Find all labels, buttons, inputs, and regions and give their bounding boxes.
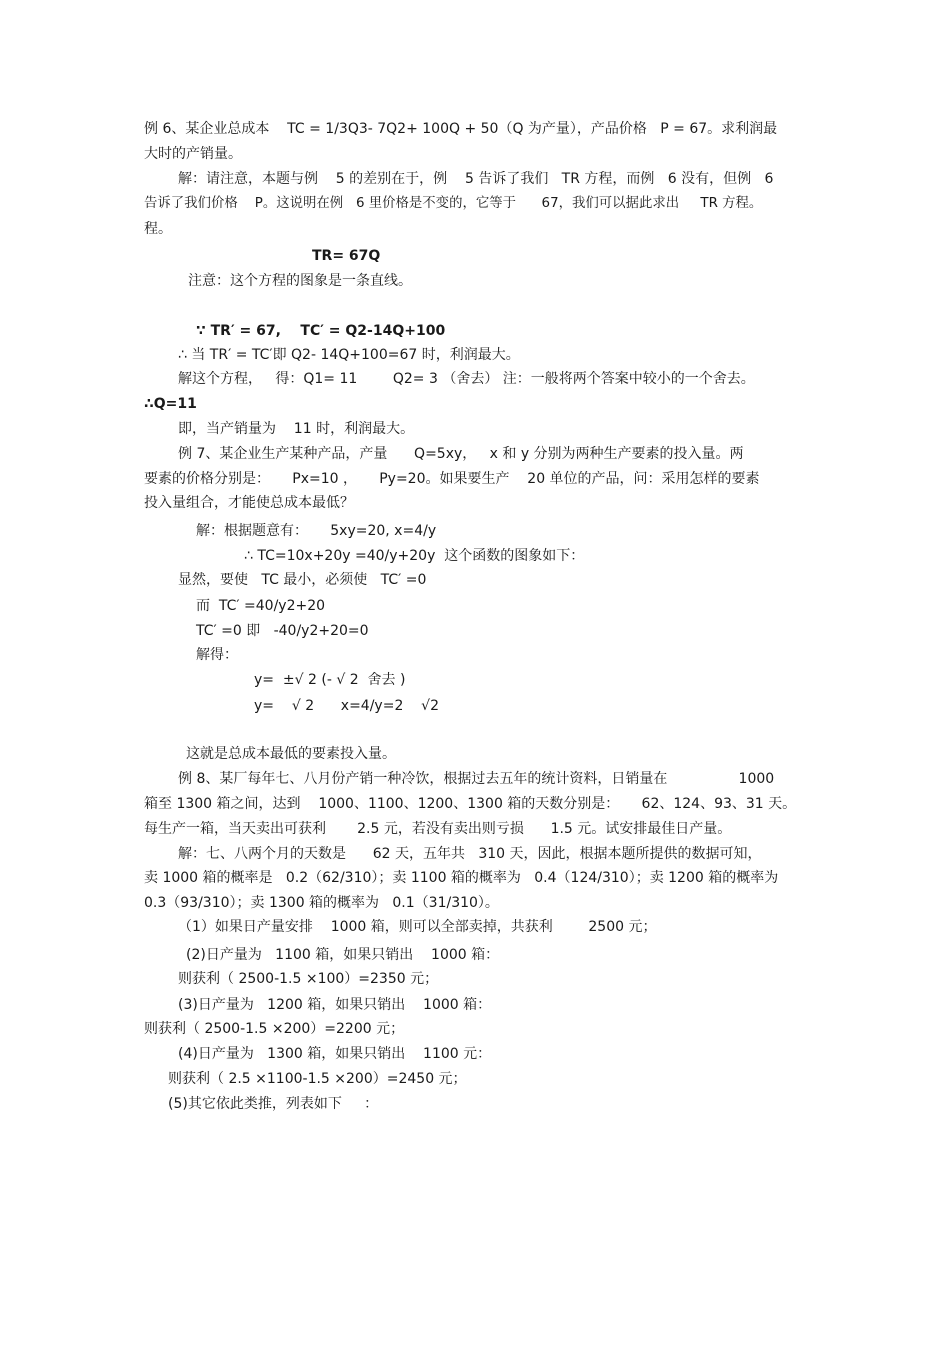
text-line: 例 7、某企业生产某种产品，产量 Q=5xy， x 和 y 分别为两种生产要素的投入量。两 — [178, 446, 744, 462]
text-line: 告诉了我们价格 P。这说明在例 6 里价格是不变的，它等于 67，我们可以据此求出 TR 方程。 — [144, 196, 763, 211]
text-line: 要素的价格分别是： Px=10 ， Py=20。如果要生产 20 单位的产品，问：采用怎样的要素 — [144, 471, 760, 487]
text-line: (5)其它依此类推，列表如下 ： — [168, 1096, 379, 1112]
text-line: 注意：这个方程的图象是一条直线。 — [188, 273, 412, 289]
text-line: 解这个方程， 得：Q1= 11 Q2= 3 （舍去） 注：一般将两个答案中较小的一个舍去。 — [178, 371, 755, 387]
text-line: 每生产一箱，当天卖出可获利 2.5 元，若没有卖出则亏损 1.5 元。试安排最佳日产量。 — [144, 821, 732, 837]
text-line: 程。 — [144, 221, 172, 237]
text-line: 即，当产销量为 11 时，利润最大。 — [178, 421, 415, 437]
text-line: 例 8、某厂每年七、八月份产销一种冷饮，根据过去五年的统计资料，日销量在 1000 — [178, 771, 775, 787]
text-line: (3)日产量为 1200 箱，如果只销出 1000 箱： — [178, 997, 492, 1013]
equation-line: ∴Q=11 — [144, 396, 197, 412]
text-line: 则获利（ 2.5 ×1100-1.5 ×200）=2450 元； — [168, 1071, 467, 1087]
text-line: 则获利（ 2500-1.5 ×200）=2200 元； — [144, 1021, 405, 1037]
text-line: 而 TC′ =40/y2+20 — [196, 598, 326, 614]
text-line: TC′ =0 即 -40/y2+20=0 — [196, 623, 369, 639]
text-line: 大时的产销量。 — [144, 146, 242, 162]
text-line: ∴ TC=10x+20y =40/y+20y 这个函数的图象如下： — [244, 548, 585, 564]
equation-line: TR= 67Q — [312, 248, 381, 264]
text-line: 例 6、某企业总成本 TC = 1/3Q3- 7Q2+ 100Q + 50（Q 为产量），产品价格 P = 67。求利润最 — [144, 121, 778, 137]
text-line: 卖 1000 箱的概率是 0.2（62/310）；卖 1100 箱的概率为 0.4（124/310）；卖 1200 箱的概率为 — [144, 870, 779, 886]
text-line: 解：七、八两个月的天数是 62 天，五年共 310 天，因此，根据本题所提供的数据可知， — [178, 846, 762, 862]
text-line: ∴ 当 TR′ = TC′即 Q2- 14Q+100=67 时，利润最大。 — [178, 347, 520, 363]
text-line: 则获利（ 2500-1.5 ×100）=2350 元； — [178, 971, 439, 987]
text-line: 这就是总成本最低的要素投入量。 — [186, 746, 396, 762]
text-line: (4)日产量为 1300 箱，如果只销出 1100 元： — [178, 1046, 492, 1062]
text-line: 0.3（93/310）；卖 1300 箱的概率为 0.1（31/310）。 — [144, 895, 499, 911]
text-line: 箱至 1300 箱之间，达到 1000、1100、1200、1300 箱的天数分别是： 62、124、93、31 天。 — [144, 796, 797, 812]
text-line: 解：根据题意有： 5xy=20, x=4/y — [196, 523, 437, 539]
text-line: (2)日产量为 1100 箱，如果只销出 1000 箱： — [186, 947, 500, 963]
text-line: y= √ 2 x=4/y=2 √2 — [254, 698, 439, 714]
text-line: （1）如果日产量安排 1000 箱，则可以全部卖掉，共获利 2500 元； — [178, 919, 657, 935]
text-line: 显然，要使 TC 最小，必须使 TC′ =0 — [178, 572, 427, 588]
text-line: 解得： — [196, 647, 238, 663]
text-line: 投入量组合，才能使总成本最低？ — [144, 495, 354, 511]
text-line: 解：请注意，本题与例 5 的差别在于，例 5 告诉了我们 TR 方程，而例 6 没有，但例 6 — [178, 171, 774, 187]
equation-line: ∵ TR′ = 67, TC′ = Q2-14Q+100 — [196, 323, 446, 339]
text-line: y= ±√ 2 (- √ 2 舍去 ) — [254, 672, 406, 688]
